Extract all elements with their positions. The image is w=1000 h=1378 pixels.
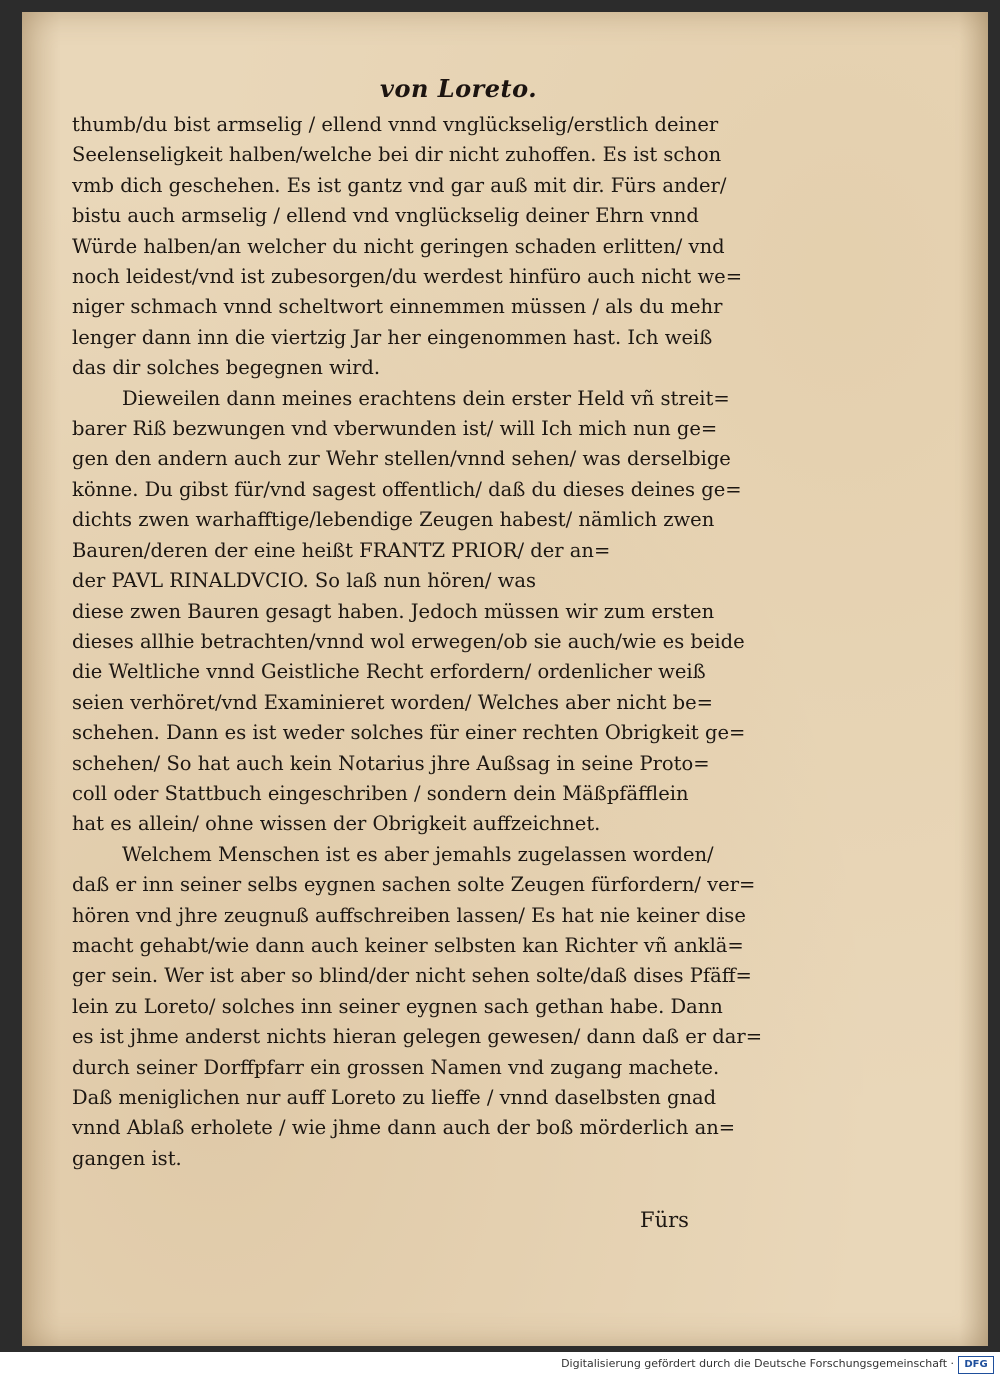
text-line: Bauren/deren der eine heißt FRANTZ PRIOR/ der an=	[72, 538, 611, 562]
text-line: dichts zwen warhafftige/lebendige Zeugen habest/ nämlich zwen	[72, 508, 715, 532]
text-line: gangen ist.	[72, 1146, 182, 1170]
text-line: der PAVL RINALDVCIO. So laß nun hören/ was	[72, 569, 537, 593]
text-line: hat es allein/ ohne wissen der Obrigkeit auffzeichnet.	[72, 812, 601, 836]
text-line: schehen/ So hat auch kein Notarius jhre Außsag in seine Proto=	[72, 751, 710, 775]
text-line: lein zu Loreto/ solches inn seiner eygnen sach gethan habe. Dann	[72, 994, 723, 1018]
text-line: die Weltliche vnnd Geistliche Recht erfordern/ ordenlicher weiß	[72, 660, 706, 684]
text-line: diese zwen Bauren gesagt haben. Jedoch müssen wir zum ersten	[72, 599, 715, 623]
catchword: Fürs	[640, 1208, 689, 1232]
text-line: gen den andern auch zur Wehr stellen/vnnd sehen/ was derselbige	[72, 447, 731, 471]
footer-bar	[0, 1352, 1000, 1378]
text-line: vmb dich geschehen. Es ist gantz vnd gar auß mit dir. Fürs ander/	[72, 173, 727, 197]
text-line: coll oder Stattbuch eingeschriben / sondern dein Mäßpfäfflein	[72, 781, 689, 805]
text-line: thumb/du bist armselig / ellend vnnd vnglückselig/erstlich deiner	[72, 113, 719, 136]
text-line: seien verhöret/vnd Examinieret worden/ Welches aber nicht be=	[72, 690, 713, 714]
dfg-logo-icon: DFG	[958, 1356, 994, 1374]
text-line: ger sein. Wer ist aber so blind/der nicht sehen solte/daß dises Pfäff=	[72, 964, 752, 988]
text-line: es ist jhme anderst nichts hieran gelegen gewesen/ dann daß er dar=	[72, 1025, 763, 1049]
text-line: niger schmach vnnd scheltwort einnemmen müssen / als du mehr	[72, 295, 723, 319]
text-line: dieses allhie betrachten/vnnd wol erwegen/ob sie auch/wie es beide	[72, 629, 745, 653]
text-line: hören vnd jhre zeugnuß auffschreiben lassen/ Es hat nie keiner dise	[72, 903, 746, 927]
funding-credit: Digitalisierung gefördert durch die Deutsche Forschungsgemeinschaft ·	[561, 1357, 954, 1370]
text-line: Dieweilen dann meines erachtens dein erster Held vñ streit=	[122, 386, 730, 410]
text-line: das dir solches begegnen wird.	[72, 356, 381, 380]
text-line: vnnd Ablaß erholete / wie jhme dann auch der boß mörderlich an=	[72, 1116, 736, 1140]
running-head: von Loreto.	[380, 74, 538, 103]
text-line: lenger dann inn die viertzig Jar her eingenommen hast. Ich weiß	[72, 325, 713, 349]
text-line: durch seiner Dorffpfarr ein grossen Namen vnd zugang machete.	[72, 1055, 720, 1079]
text-line: daß er inn seiner selbs eygnen sachen solte Zeugen fürfordern/ ver=	[72, 873, 756, 897]
text-line: bistu auch armselig / ellend vnd vnglückselig deiner Ehrn vnnd	[72, 204, 699, 228]
text-line: Daß meniglichen nur auff Loreto zu lieffe / vnnd daselbsten gnad	[72, 1086, 717, 1109]
body-text	[72, 110, 792, 1174]
text-line: barer Riß bezwungen vnd vberwunden ist/ will Ich mich nun ge=	[72, 417, 718, 441]
text-line: Seelenseligkeit halben/welche bei dir nicht zuhoffen. Es ist schon	[72, 143, 722, 167]
text-line: schehen. Dann es ist weder solches für einer rechten Obrigkeit ge=	[72, 721, 746, 745]
text-line: macht gehabt/wie dann auch keiner selbsten kan Richter vñ anklä=	[72, 933, 744, 957]
text-line: Welchem Menschen ist es aber jemahls zugelassen worden/	[122, 842, 714, 866]
text-line: noch leidest/vnd ist zubesorgen/du werdest hinfüro auch nicht we=	[72, 265, 743, 289]
text-line: könne. Du gibst für/vnd sagest offentlich/ daß du dieses deines ge=	[72, 477, 742, 501]
text-line: Würde halben/an welcher du nicht geringen schaden erlitten/ vnd	[72, 234, 725, 258]
